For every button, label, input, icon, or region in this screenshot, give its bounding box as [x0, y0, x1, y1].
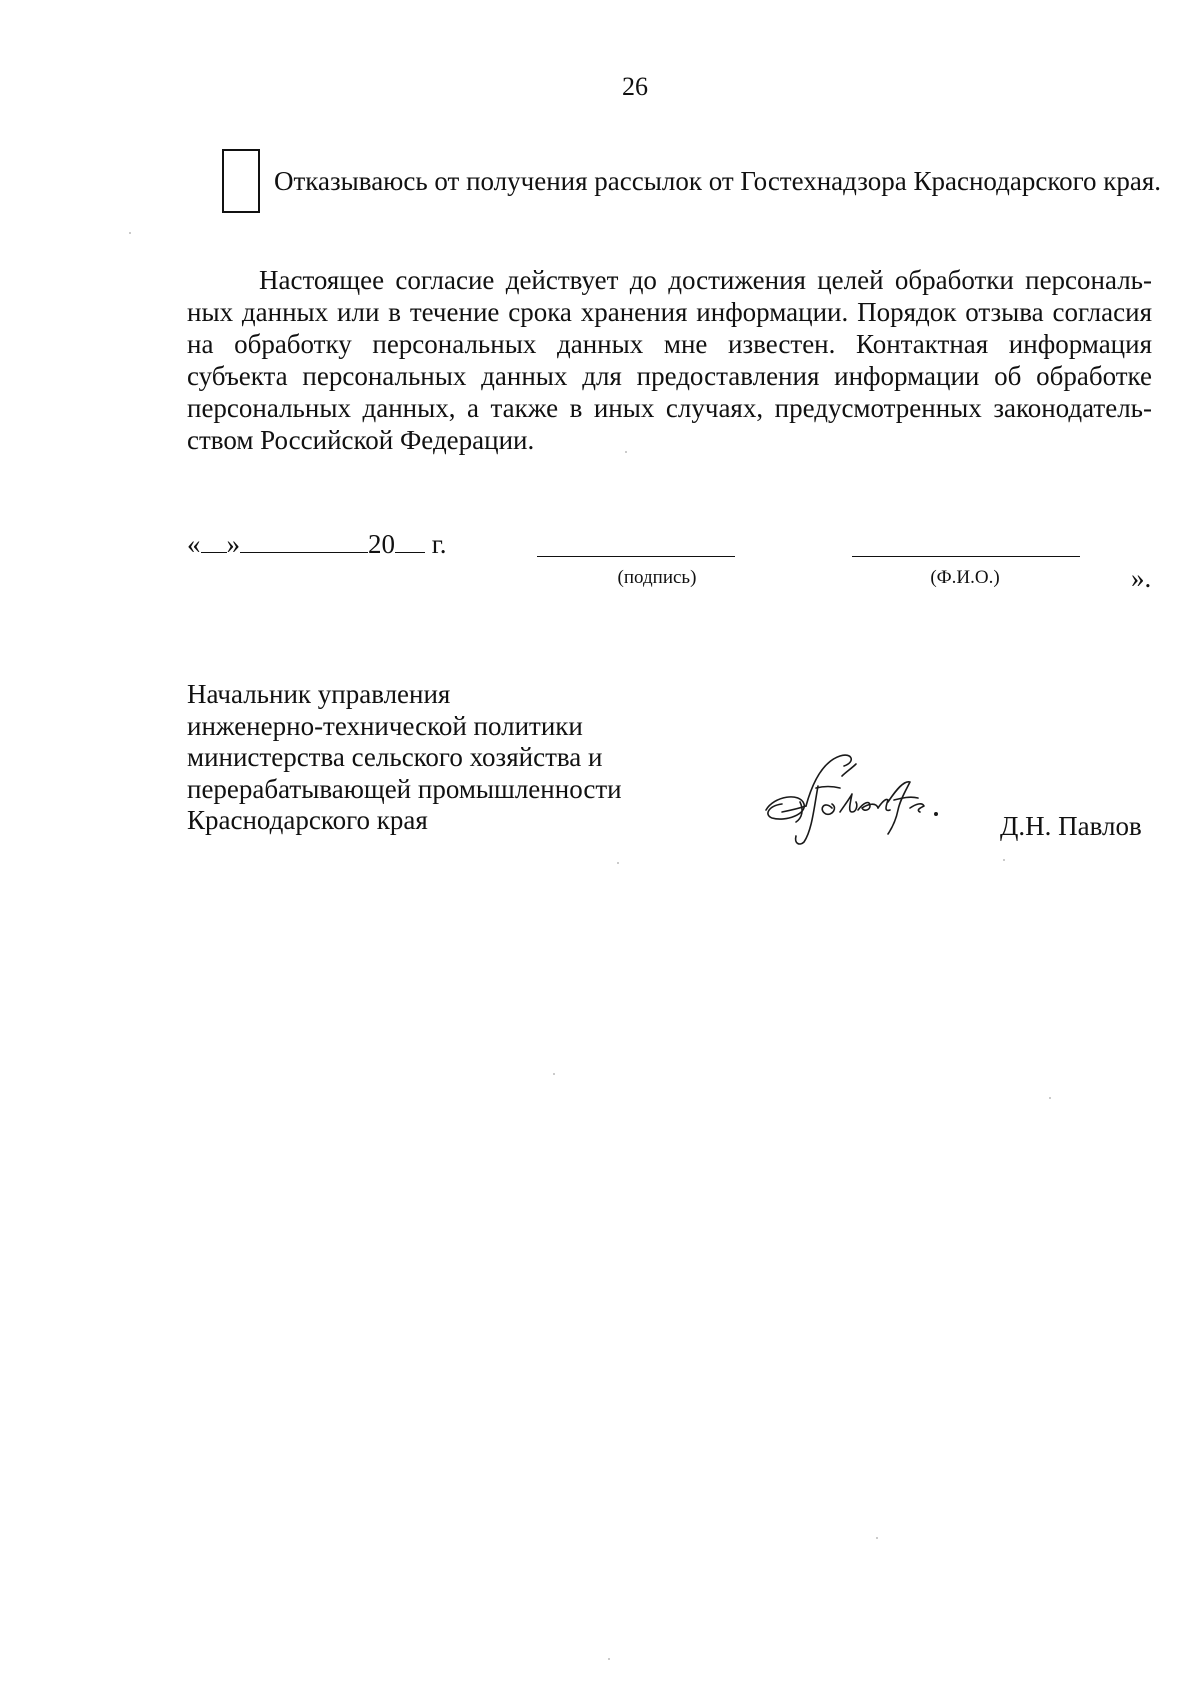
date-close-quote: »: [226, 529, 240, 559]
signature-caption: (подпись): [617, 567, 697, 588]
year-prefix: 20: [368, 529, 395, 559]
month-blank[interactable]: [240, 530, 368, 553]
consent-paragraph: Настоящее согласие действует до достижения целей обработки персональных данных или в течение срока хранения информации. Порядок отзыва согласия на обработку персональных данных мне известен. Контактная информация субъекта персональных данных для предоставления информации об обработке персональных данных, а также в иных случаях, предусмотренных законодательством Российской Федерации.: [187, 265, 1152, 455]
handwritten-signature: [760, 748, 960, 848]
year-suffix: г.: [431, 529, 447, 559]
official-title-line: перерабатывающей промышленности: [187, 773, 622, 804]
official-name: Д.Н. Павлов: [1000, 811, 1142, 841]
official-title-line: Начальник управления: [187, 679, 451, 709]
scan-speck: [1003, 859, 1005, 861]
official-title: [187, 679, 707, 837]
official-title-line: Краснодарского края: [187, 805, 428, 835]
scan-speck: [617, 862, 619, 864]
date-open-quote: «: [187, 529, 201, 559]
closing-quote: ».: [1131, 563, 1152, 593]
optout-label: Отказываюсь от получения рассылок от Гостехнадзора Краснодарского края.: [274, 166, 1161, 196]
scan-speck: [608, 1658, 610, 1660]
year-blank[interactable]: [395, 530, 425, 553]
scan-speck: [1049, 1097, 1051, 1099]
date-field: [187, 528, 447, 560]
scan-speck: [625, 451, 627, 453]
scan-speck: [129, 232, 131, 234]
scan-speck: [876, 1537, 878, 1539]
day-blank[interactable]: [201, 530, 227, 553]
page-number: 26: [622, 72, 648, 101]
name-caption: (Ф.И.О.): [930, 567, 1000, 588]
official-title-line: инженерно-технической политики: [187, 710, 583, 741]
official-title-line: министерства сельского хозяйства и: [187, 742, 603, 772]
signature-blank-line[interactable]: [537, 556, 735, 557]
scan-speck: [553, 1073, 555, 1075]
name-blank-line[interactable]: [852, 556, 1080, 557]
optout-checkbox[interactable]: [222, 149, 260, 213]
